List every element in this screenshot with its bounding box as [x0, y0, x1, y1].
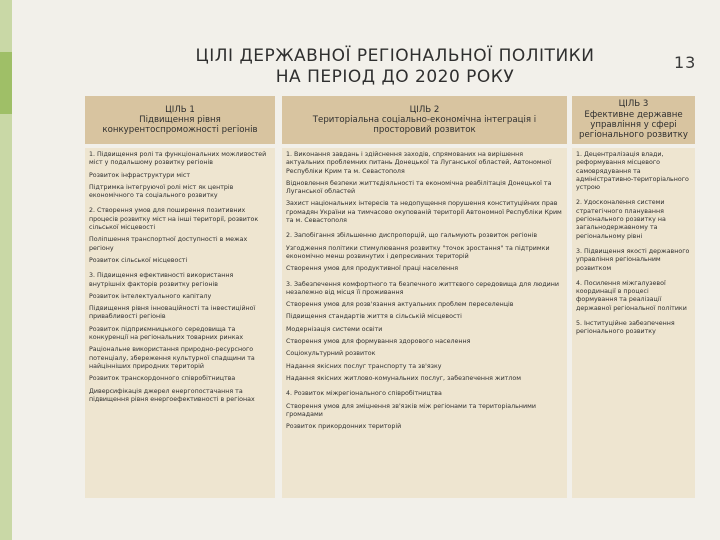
task-item: Створення умов для зміцнення зв'язків між регіонами та територіальними громадами: [286, 402, 536, 418]
goal-2-label: ЦІЛЬ 2: [409, 104, 440, 115]
goal-1-label: ЦІЛЬ 1: [165, 104, 195, 115]
task-item: 1. Виконання завдань і здійснення заходів, спрямованих на вирішення актуальних проблемних питань Донецької та Луганської областей, Автономної Республіки Крим та м. Севастополя: [286, 151, 552, 175]
task-item: Створення умов для формування здорового населення: [286, 338, 471, 346]
goal-3-tasks: [572, 148, 695, 498]
goal-3-label: ЦІЛЬ 3: [618, 99, 649, 110]
goal-3-title: Ефективне державне управління у сфері регіонального розвитку: [579, 109, 688, 141]
task-item: 3. Забезпечення комфортного та безпечного життєвого середовища для людини незалежно від місця її проживання: [286, 280, 559, 296]
task-item: 5. Інституційне забезпечення регіонального розвитку: [576, 320, 675, 336]
task-item: Диверсифікація джерел енергопостачання та підвищення рівня енергоефективності в регіонах: [89, 387, 255, 403]
task-item: Розвиток інтелектуального капіталу: [89, 292, 212, 300]
task-item: 4. Розвиток міжрегіонального співробітництва: [286, 390, 442, 398]
task-item: Модернізація системи освіти: [286, 325, 383, 333]
goal-1-title: Підвищення рівня конкурентоспроможності регіонів: [102, 114, 258, 136]
task-item: Надання якісних житлово-комунальних послуг, забезпечення житлом: [286, 374, 521, 382]
title-line-2: НА ПЕРІОД ДО 2020 РОКУ: [275, 67, 515, 87]
task-item: Розвиток сільської місцевості: [89, 256, 188, 264]
task-item: Створення умов для продуктивної праці населення: [286, 265, 459, 273]
goals-table: [85, 96, 695, 500]
title-line-1: ЦІЛІ ДЕРЖАВНОЇ РЕГІОНАЛЬНОЇ ПОЛІТИКИ: [195, 46, 595, 66]
goal-2-header: [282, 96, 567, 144]
goal-3-header: [572, 96, 695, 144]
task-item: 3. Підвищення якості державного управління регіональним розвитком: [576, 247, 690, 272]
task-item: Розвиток підприємницького середовища та конкуренції на регіональних товарних ринках: [89, 325, 244, 342]
task-item: Поліпшення транспортної доступності в межах регіону: [89, 236, 248, 252]
task-item: Розвиток інфраструктури міст: [89, 171, 191, 179]
page-number: 13: [674, 53, 697, 72]
goal-1-tasks: [85, 148, 275, 498]
goal-1-header: [85, 96, 275, 144]
task-item: 1. Децентралізація влади, реформування місцевого самоврядування та адміністративно-територіального устрою: [576, 151, 689, 192]
task-item: Узгодження політики стимулювання розвитку "точок зростання" та підтримки економічно менш розвинутих і депресивних територій: [286, 244, 550, 260]
task-item: Раціональне використання природно-ресурсного потенціалу, збереження культурної спадщини та найцінніших природних територій: [89, 346, 255, 370]
task-item: Соціокультурний розвиток: [286, 350, 376, 358]
task-item: Підвищення рівня інноваційності та інвестиційної привабливості регіонів: [89, 305, 256, 321]
task-item: Підвищення стандартів життя в сільській місцевості: [286, 313, 462, 321]
accent-bar-highlight: [0, 52, 12, 114]
task-item: 2. Створення умов для поширення позитивних процесів розвитку міст на інші території, розвиток сільської місцевості: [89, 207, 259, 232]
task-item: 1. Підвищення ролі та функціональних можливостей міст у подальшому розвитку регіонів: [89, 151, 267, 167]
task-item: 2. Запобігання збільшенню диспропорцій, що гальмують розвиток регіонів: [286, 232, 538, 240]
task-item: Розвиток транскордонного співробітництва: [89, 375, 236, 383]
slide-title: [185, 46, 605, 88]
task-item: 2. Удосконалення системи стратегічного планування регіонального розвитку на загальнодержавному та регіональному рівні: [576, 199, 666, 240]
task-item: 4. Посилення міжгалузевої координації в процесі формування та реалізації державної регіональної політики: [576, 279, 687, 312]
task-item: Захист національних інтересів та недопущення порушення конституційних прав громадян України на тимчасово окупованій території Автономної Республіки Крим та м. Севастополя: [286, 200, 562, 225]
task-item: Підтримка інтегруючої ролі міст як центрів економічного та соціального розвитку: [89, 183, 234, 200]
goal-2-tasks: [282, 148, 567, 498]
task-item: Відновлення безпеки життєдіяльності та економічна реабілітація Донецької та Луганської областей: [286, 179, 552, 196]
task-item: Надання якісних послуг транспорту та зв'язку: [286, 362, 442, 370]
task-item: Створення умов для розв'язання актуальних проблем переселенців: [286, 301, 514, 309]
task-item: 3. Підвищення ефективності використання внутрішніх факторів розвитку регіонів: [89, 272, 234, 288]
task-item: Розвиток прикордонних територій: [286, 423, 402, 431]
goal-2-title: Територіальна соціально-економічна інтеграція і просторовий розвиток: [312, 114, 537, 136]
